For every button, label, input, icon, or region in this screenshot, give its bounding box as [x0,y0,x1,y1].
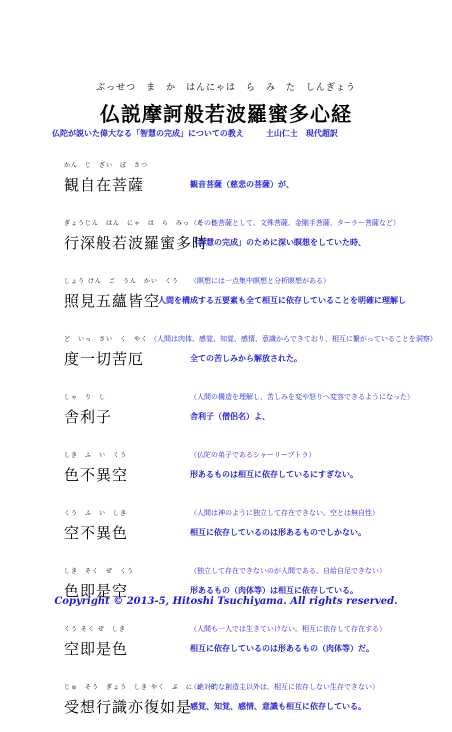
verse-row [0,500,452,558]
verse-translation: 人間を構成する五要素も全て相互に依存していることを明確に理解し [158,296,406,305]
verse-row [0,152,452,210]
copyright-notice: Copyright © 2013-5, Hitoshi Tsuchiyama. All rights reserved. [54,596,398,607]
subtitle [52,128,412,139]
verse-kanji: 空即是色 [64,640,129,658]
verse-kanji: 受想行識亦復如是 [64,698,193,716]
verse-kanji: 空不異色 [64,524,129,542]
verse-translation: 全ての苦しみから解放された。 [190,354,302,363]
verse-ruby: じゅ そう ぎょう しき やく ぶ に ょ ぜ [64,684,217,691]
verse-row [0,558,452,616]
verse-note: （瞑想には一点集中瞑想と分析瞑想がある） [190,277,330,285]
verse-ruby: ど いっ さい く やく [64,336,149,343]
verse-translation: 相互に依存しているのは形あるもの（肉体等）だ。 [190,644,374,653]
verse-row [0,616,452,674]
verse-translation: 「智慧の完成」のために深い瞑想をしていた時、 [190,238,366,247]
verse-row [0,268,452,326]
verse-list [0,152,452,732]
verse-kanji: 観自在菩薩 [64,176,145,194]
verse-ruby: ぎょうじん はん にゃ は ら みっ た じ [64,220,218,227]
verse-note: （人間は神のように独立して存在できない。空とは無自性） [190,509,379,517]
verse-ruby: しゃ り し [64,394,107,401]
page-title: 仏説摩訶般若波羅蜜多心経 [100,102,352,126]
verse-ruby: くう ふ い しき [64,510,128,517]
verse-note: （人間の構造を理解し、苦しみを変や怒りへ変容できるようになった） [190,393,414,401]
verse-kanji: 照見五蘊皆空 [64,292,161,310]
verse-translation: 形あるものは相互に依存しているにすぎない。 [190,470,358,479]
verse-row [0,384,452,442]
verse-note: （絶対的な創造主以外は、相互に依存しない生存できない） [190,683,379,691]
verse-translation: 感覚、知覚、感情、意識も相互に依存している。 [190,702,366,711]
verse-ruby: しょう けん ご うん かい くう [64,278,179,285]
title-furigana: ぶっせつ ま か はんにゃは ら み た しんぎょう [96,83,356,93]
verse-kanji: 行深般若波羅蜜多時 [64,234,209,252]
verse-ruby: しき そく ぜ くう [64,568,135,575]
subtitle-text: 仏陀が説いた偉大なる「智慧の完成」についての教え [52,129,244,138]
verse-row [0,442,452,500]
verse-note: （仏陀の弟子であるシャーリープトラ） [190,451,316,459]
verse-row [0,326,452,384]
verse-translation: 形あるもの（肉体等）は相互に依存している。 [190,586,358,595]
verse-translation: 舎利子（僧侶名）よ、 [190,412,270,421]
verse-kanji: 色即是空 [64,582,129,600]
verse-ruby: しき ふ い くう [64,452,128,459]
verse-kanji: 舎利子 [64,408,113,426]
verse-note: （人間も一人では生きていけない。相互に依存して存在する） [190,625,386,633]
verse-note: （独立して存在できないのが人間である。自給自足できない） [190,567,386,575]
author-credit: 土山仁士 現代超訳 [265,129,338,138]
verse-note: （その他菩薩として、文殊菩薩、金剛手菩薩、ターラー菩薩など） [190,219,400,227]
verse-ruby: くう そく ぜ しき [64,626,126,633]
verse-kanji: 色不異空 [64,466,129,484]
verse-translation: 相互に依存しているのは形あるものでしかない。 [190,528,366,537]
verse-ruby: かん じ ざい ぼ さつ [64,162,149,169]
verse-translation: 観音菩薩（慈悲の菩薩）が、 [190,180,294,189]
verse-row [0,210,452,268]
verse-kanji: 度一切苦厄 [64,350,145,368]
verse-row [0,674,452,732]
verse-note: （人間は肉体、感覚、知覚、感情、意識からできており、相互に繋がっていることを洞察） [150,335,437,343]
